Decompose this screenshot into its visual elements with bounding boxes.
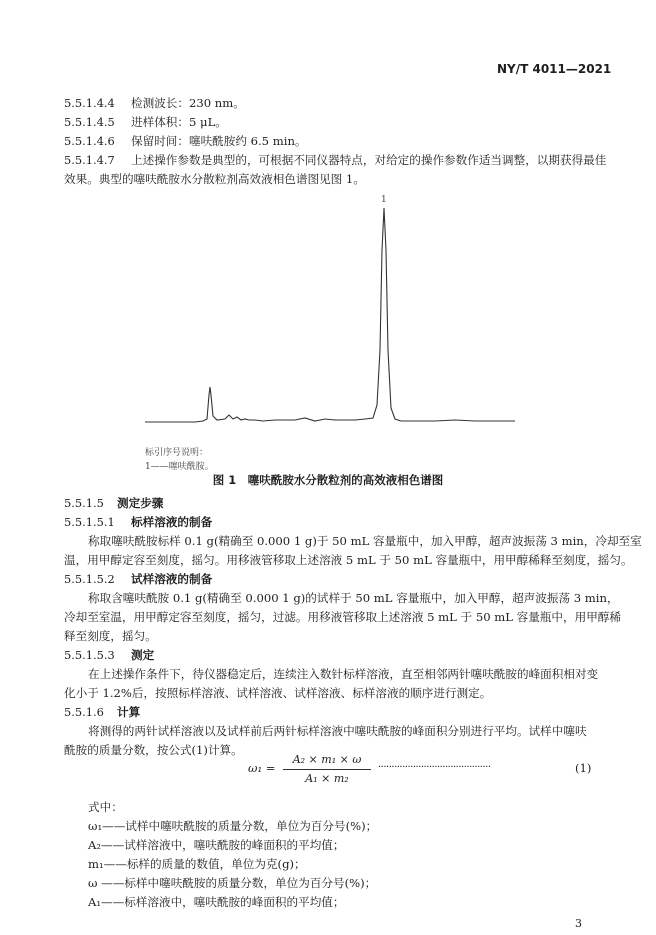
paragraph-line: 释至刻度，摇匀。 — [64, 629, 157, 643]
section-number: 5.5.1.5 — [64, 496, 104, 510]
paragraph-line: 称取含噻呋酰胺 0.1 g(精确至 0.000 1 g)的试样于 50 mL 容量瓶中，加入甲醇，超声波振荡 3 min， — [88, 591, 619, 605]
peak-label: 1 — [381, 195, 387, 205]
variable-definition: m₁——标样的质量的数值，单位为克(g)； — [88, 857, 306, 871]
paragraph-line: 酰胺的质量分数，按公式(1)计算。 — [64, 743, 243, 757]
variable-definition: ω₁——试样中噻呋酰胺的质量分数，单位为百分号(%)； — [88, 819, 378, 833]
section-number: 5.5.1.4.5 — [64, 115, 115, 129]
legend-item: 1——噻呋酰胺。 — [145, 462, 214, 472]
legend-title: 标引序号说明： — [145, 448, 209, 458]
paragraph-line: 冷却至室温，用甲醇定容至刻度，摇匀，过滤。用移液管移取上述溶液 5 mL 于 50 mL 容量瓶中，用甲醇稀 — [64, 610, 621, 624]
detection-wavelength-text: 检测波长：230 nm。 — [131, 96, 245, 110]
section-number: 5.5.1.5.1 — [64, 515, 115, 529]
section-number: 5.5.1.5.2 — [64, 572, 115, 586]
paragraph-line: 化小于 1.2%后，按照标样溶液、试样溶液、试样溶液、标样溶液的顺序进行测定。 — [64, 686, 492, 700]
chromatogram-figure — [145, 190, 525, 440]
paragraph-line: 效果。典型的噻呋酰胺水分散粒剂高效液相色谱图见图 1。 — [64, 172, 365, 186]
section-number: 5.5.1.5.3 — [64, 648, 115, 662]
section-title: 测定 — [131, 648, 155, 662]
variable-definition: A₂——试样溶液中，噻呋酰胺的峰面积的平均值； — [88, 838, 345, 852]
retention-time-text: 保留时间：噻呋酰胺约 6.5 min。 — [131, 134, 307, 148]
standard-code-header: NY/T 4011—2021 — [497, 62, 612, 76]
formula-denominator: A₁ × m₂ — [305, 772, 349, 785]
fraction-bar — [283, 769, 371, 770]
section-number: 5.5.1.4.4 — [64, 96, 115, 110]
section-number: 5.5.1.4.7 — [64, 153, 115, 167]
section-number: 5.5.1.4.6 — [64, 134, 115, 148]
injection-volume-text: 进样体积：5 μL。 — [131, 115, 227, 129]
page-number: 3 — [575, 917, 582, 930]
paragraph-line: 在上述操作条件下，待仪器稳定后，连续注入数针标样溶液，直至相邻两针噻呋酰胺的峰面积相对变 — [88, 667, 599, 681]
where-label: 式中： — [88, 800, 123, 814]
formula-leader-dots: ·········································· — [378, 762, 491, 773]
paragraph-line: 将测得的两针试样溶液以及试样前后两针标样溶液中噻呋酰胺的峰面积分别进行平均。试样中噻呋 — [88, 724, 587, 738]
section-title: 测定步骤 — [117, 496, 164, 510]
formula-lhs: ω₁ = — [248, 761, 276, 775]
section-title: 试样溶液的制备 — [131, 572, 213, 586]
paragraph-line: 温，用甲醇定容至刻度，摇匀。用移液管移取上述溶液 5 mL 于 50 mL 容量瓶中，用甲醇稀释至刻度，摇匀。 — [64, 553, 633, 567]
section-title: 计算 — [117, 705, 141, 719]
chromatogram-trace — [145, 208, 515, 422]
equation-number: (1) — [575, 761, 592, 775]
section-title: 标样溶液的制备 — [131, 515, 213, 529]
variable-definition: ω ——标样中噻呋酰胺的质量分数，单位为百分号(%)； — [88, 876, 377, 890]
variable-definition: A₁——标样溶液中，噻呋酰胺的峰面积的平均值； — [88, 895, 345, 909]
formula-numerator: A₂ × m₁ × ω — [292, 753, 362, 766]
figure-caption: 图 1 噻呋酰胺水分散粒剂的高效液相色谱图 — [212, 473, 444, 487]
paragraph-line: 上述操作参数是典型的，可根据不同仪器特点，对给定的操作参数作适当调整，以期获得最佳 — [131, 153, 607, 167]
section-number: 5.5.1.6 — [64, 705, 104, 719]
paragraph-line: 称取噻呋酰胺标样 0.1 g(精确至 0.000 1 g)于 50 mL 容量瓶中，加入甲醇，超声波振荡 3 min，冷却至室 — [88, 534, 642, 548]
